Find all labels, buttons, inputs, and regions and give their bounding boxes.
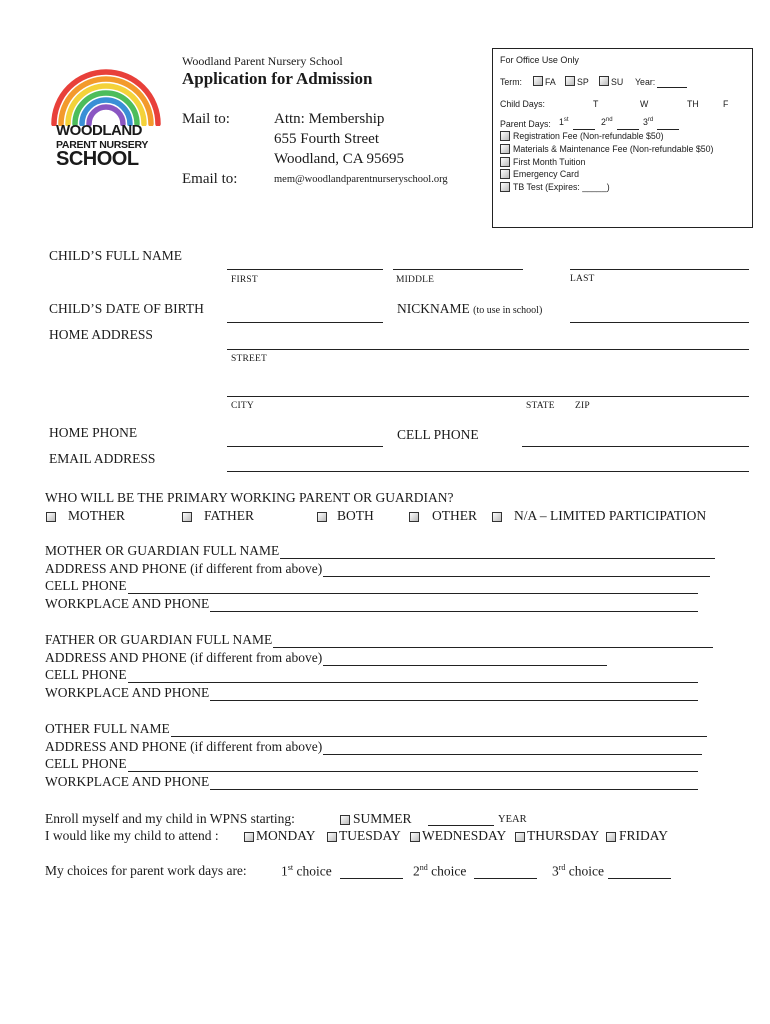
cell-phone-field[interactable] xyxy=(522,446,749,447)
term-su-checkbox[interactable] xyxy=(599,76,609,86)
year-field[interactable] xyxy=(657,87,687,88)
choice-1-word: choice xyxy=(296,863,332,879)
email-address-field[interactable] xyxy=(227,471,749,472)
middle-name-field[interactable] xyxy=(393,269,523,270)
choice-2-field[interactable] xyxy=(474,878,537,879)
nickname-label-text: NICKNAME xyxy=(397,301,470,316)
mail-label: Mail to: xyxy=(182,111,230,127)
both-checkbox[interactable] xyxy=(317,512,327,522)
choice-2-num: 2 xyxy=(413,863,420,879)
nickname-label xyxy=(397,301,542,317)
school-name: Woodland Parent Nursery School xyxy=(182,54,343,68)
parent-day-3-sup: rd xyxy=(647,117,654,124)
father-full-name-label: FATHER OR GUARDIAN FULL NAME xyxy=(45,632,273,647)
summer-label: SUMMER xyxy=(353,811,412,826)
checklist-tuition: First Month Tuition xyxy=(513,157,586,167)
dob-field[interactable] xyxy=(227,322,383,323)
day-w: W xyxy=(640,99,649,109)
thursday-label: THURSDAY xyxy=(527,828,600,843)
parent-day-2-field[interactable] xyxy=(617,129,639,130)
other-cell-phone-field[interactable] xyxy=(128,771,698,772)
mother-checkbox[interactable] xyxy=(46,512,56,522)
nickname-field[interactable] xyxy=(570,322,749,323)
other-address-phone-field[interactable] xyxy=(323,754,702,755)
day-t: T xyxy=(593,99,599,109)
mother-option-label: MOTHER xyxy=(68,508,125,523)
parent-day-1 xyxy=(559,117,569,127)
mail-address-line-3: Woodland, CA 95695 xyxy=(274,151,405,167)
checklist-tb-checkbox[interactable] xyxy=(500,182,510,192)
father-full-name-field[interactable] xyxy=(273,647,713,648)
cell-phone-label: CELL PHONE xyxy=(397,427,479,442)
other-address-phone-label: ADDRESS AND PHONE (if different from above) xyxy=(45,738,323,754)
term-sp-checkbox[interactable] xyxy=(565,76,575,86)
checklist-registration-checkbox[interactable] xyxy=(500,131,510,141)
home-phone-field[interactable] xyxy=(227,446,383,447)
wednesday-checkbox[interactable] xyxy=(410,832,420,842)
tuesday-label: TUESDAY xyxy=(339,828,401,843)
home-address-label: HOME ADDRESS xyxy=(49,327,153,342)
child-full-name-label: CHILD’S FULL NAME xyxy=(49,248,182,263)
email-address-label: EMAIL ADDRESS xyxy=(49,451,156,466)
year-label: Year: xyxy=(635,77,656,87)
choice-1 xyxy=(281,863,332,880)
father-address-phone-field[interactable] xyxy=(323,665,607,666)
term-label: Term: xyxy=(500,77,522,87)
parent-day-3-field[interactable] xyxy=(657,129,679,130)
choice-3-sup: rd xyxy=(558,863,566,872)
mother-cell-phone-field[interactable] xyxy=(128,593,698,594)
choice-2-word: choice xyxy=(431,863,467,879)
middle-label: MIDDLE xyxy=(396,275,435,285)
parent-day-2-sup: nd xyxy=(605,117,613,124)
parent-day-2-num: 2 xyxy=(601,117,606,127)
parent-day-2 xyxy=(601,117,613,127)
day-f: F xyxy=(723,99,729,109)
summer-checkbox[interactable] xyxy=(340,815,350,825)
nickname-note: (to use in school) xyxy=(473,305,543,316)
choice-3-num: 3 xyxy=(552,863,559,879)
day-th: TH xyxy=(687,99,699,109)
mother-address-phone-field[interactable] xyxy=(323,576,710,577)
enroll-year-field[interactable] xyxy=(428,825,494,826)
logo-line-2: PARENT NURSERY xyxy=(56,139,149,151)
state-label: STATE xyxy=(526,401,555,411)
friday-label: FRIDAY xyxy=(619,828,669,843)
street-field[interactable] xyxy=(227,349,749,350)
both-option-label: BOTH xyxy=(337,508,374,523)
father-cell-phone-field[interactable] xyxy=(128,682,698,683)
choice-2 xyxy=(413,863,466,880)
parent-day-3 xyxy=(643,117,653,127)
checklist-emergency: Emergency Card xyxy=(513,169,580,179)
tuesday-checkbox[interactable] xyxy=(327,832,337,842)
last-name-field[interactable] xyxy=(570,269,749,270)
mother-workplace-phone-field[interactable] xyxy=(210,611,698,612)
monday-checkbox[interactable] xyxy=(244,832,254,842)
street-label: STREET xyxy=(231,354,268,364)
city-state-zip-field[interactable] xyxy=(227,396,749,397)
checklist-registration: Registration Fee (Non-refundable $50) xyxy=(513,131,664,141)
office-use-box xyxy=(492,48,753,228)
mother-cell-phone-label: CELL PHONE xyxy=(45,578,127,593)
last-label: LAST xyxy=(570,274,595,284)
other-cell-phone-label: CELL PHONE xyxy=(45,756,127,771)
logo-line-1: WOODLAND xyxy=(56,122,142,139)
choice-1-field[interactable] xyxy=(340,878,403,879)
parent-day-1-field[interactable] xyxy=(573,129,595,130)
term-su-label: SU xyxy=(611,77,624,87)
other-workplace-phone-field[interactable] xyxy=(210,789,698,790)
other-workplace-phone-label: WORKPLACE AND PHONE xyxy=(45,773,210,789)
father-option-label: FATHER xyxy=(204,508,255,523)
home-phone-label: HOME PHONE xyxy=(49,425,138,440)
primary-parent-question: WHO WILL BE THE PRIMARY WORKING PARENT OR GUARDIAN? xyxy=(45,490,454,505)
friday-checkbox[interactable] xyxy=(606,832,616,842)
checklist-tb: TB Test (Expires: _____) xyxy=(513,182,610,192)
choice-2-sup: nd xyxy=(419,863,428,872)
parent-day-3-num: 3 xyxy=(643,117,648,127)
mother-full-name-label: MOTHER OR GUARDIAN FULL NAME xyxy=(45,543,280,558)
checklist-tuition-checkbox[interactable] xyxy=(500,157,510,167)
child-days-label: Child Days: xyxy=(500,99,545,109)
email-to-label: Email to: xyxy=(182,171,238,187)
father-cell-phone-label: CELL PHONE xyxy=(45,667,127,682)
dob-label: CHILD’S DATE OF BIRTH xyxy=(49,301,204,316)
parent-day-1-num: 1 xyxy=(559,117,564,127)
father-workplace-phone-label: WORKPLACE AND PHONE xyxy=(45,684,210,700)
father-address-phone-label: ADDRESS AND PHONE (if different from above) xyxy=(45,649,323,665)
enroll-label: Enroll myself and my child in WPNS starting: xyxy=(45,811,295,826)
parent-day-1-sup: st xyxy=(563,117,569,124)
father-checkbox[interactable] xyxy=(182,512,192,522)
school-logo xyxy=(50,64,162,168)
email-address-link[interactable]: mem@woodlandparentnurseryschool.org xyxy=(274,174,448,185)
term-fa-checkbox[interactable] xyxy=(533,76,543,86)
other-full-name-field[interactable] xyxy=(171,736,707,737)
na-checkbox[interactable] xyxy=(492,512,502,522)
term-fa-label: FA xyxy=(545,77,556,87)
other-option-label: OTHER xyxy=(432,508,477,523)
form-title: Application for Admission xyxy=(182,69,373,88)
mother-workplace-phone-label: WORKPLACE AND PHONE xyxy=(45,595,210,611)
mother-address-phone-label: ADDRESS AND PHONE (if different from above) xyxy=(45,560,323,576)
rainbow-icon xyxy=(50,64,162,126)
attend-label: I would like my child to attend : xyxy=(45,828,219,843)
enroll-year-label: YEAR xyxy=(498,814,527,825)
thursday-checkbox[interactable] xyxy=(515,832,525,842)
city-label: CITY xyxy=(231,401,254,411)
choice-3 xyxy=(552,863,604,880)
logo-line-3: SCHOOL xyxy=(56,148,139,170)
other-checkbox[interactable] xyxy=(409,512,419,522)
checklist-materials: Materials & Maintenance Fee (Non-refundable $50) xyxy=(513,144,714,154)
zip-label: ZIP xyxy=(575,401,590,411)
work-days-choice-label: My choices for parent work days are: xyxy=(45,863,247,878)
choice-1-sup: st xyxy=(287,863,294,872)
mother-full-name-field[interactable] xyxy=(280,558,715,559)
choice-3-field[interactable] xyxy=(608,878,671,879)
monday-label: MONDAY xyxy=(256,828,316,843)
checklist-emergency-checkbox[interactable] xyxy=(500,169,510,179)
wednesday-label: WEDNESDAY xyxy=(422,828,507,843)
mail-address-line-2: 655 Fourth Street xyxy=(274,131,379,147)
choice-1-num: 1 xyxy=(281,863,288,879)
term-sp-label: SP xyxy=(577,77,589,87)
first-label: FIRST xyxy=(231,275,258,285)
office-title: For Office Use Only xyxy=(500,55,579,65)
father-workplace-phone-field[interactable] xyxy=(210,700,698,701)
choice-3-word: choice xyxy=(568,863,605,879)
mail-address-line-1: Attn: Membership xyxy=(274,111,385,127)
checklist-materials-checkbox[interactable] xyxy=(500,144,510,154)
first-name-field[interactable] xyxy=(227,269,383,270)
na-option-label: N/A – LIMITED PARTICIPATION xyxy=(514,508,707,523)
parent-days-label: Parent Days: xyxy=(500,119,551,129)
other-full-name-label: OTHER FULL NAME xyxy=(45,721,170,736)
